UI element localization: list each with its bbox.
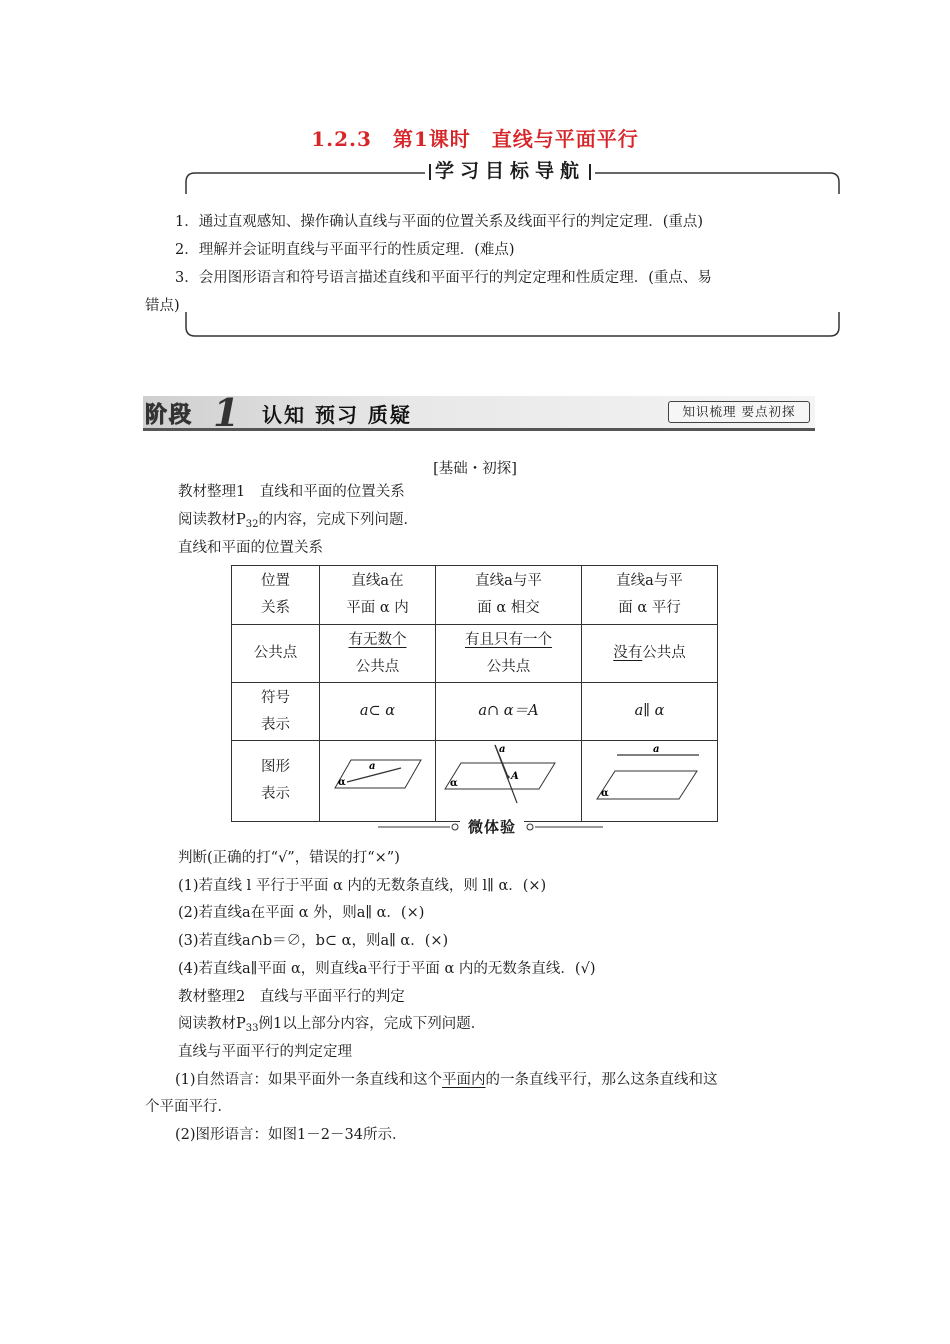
reading-text: 例1以上部分内容，完成下列问题． xyxy=(258,1016,486,1032)
reading-instruction-1 xyxy=(178,510,418,535)
figure-cell xyxy=(320,741,436,822)
symbol-cell: a⊂ α xyxy=(320,683,436,741)
micro-title: 微体验 xyxy=(460,816,524,837)
judgement-item: (4)若直线a∥平面 α，则直线a平行于平面 α 内的无数条直线．(√) xyxy=(178,961,596,977)
label-alpha: α xyxy=(337,777,346,788)
natural-language-cont: 个平面平行． xyxy=(145,1099,232,1115)
header-text: 位置 关系 xyxy=(261,573,290,616)
reading-text: 阅读教材P xyxy=(178,1016,246,1032)
label-a: a xyxy=(368,761,375,772)
micro-intro: 判断(正确的打“√”，错误的打“×”) xyxy=(178,850,400,866)
goals-heading xyxy=(425,158,595,184)
material-1-heading: 教材整理1 直线和平面的位置关系 xyxy=(178,484,405,500)
reading-text: 的内容，完成下列问题． xyxy=(258,512,418,528)
natural-text: 的一条直线平行，那么这条直线和这 xyxy=(485,1072,718,1088)
stage-title: 认知 预习 质疑 xyxy=(262,403,412,427)
stage-tag: 知识梳理 要点初探 xyxy=(668,401,810,423)
goals-heading-text: 学习目标导航 xyxy=(435,160,586,182)
label-a: a xyxy=(652,744,659,755)
natural-answer: 平面内 xyxy=(442,1072,486,1088)
reading-instruction-2 xyxy=(178,1014,485,1039)
natural-text: (1)自然语言：如果平面外一条直线和这个 xyxy=(175,1072,443,1088)
row-label-text: 图形 表示 xyxy=(261,759,290,802)
position-table xyxy=(231,565,718,822)
header-text: 直线a与平 面 α 平行 xyxy=(616,573,683,616)
goal-item: 3．会用图形语言和符号语言描述直线和平面平行的判定定理和性质定理．(重点、易 xyxy=(175,270,712,286)
label-a: a xyxy=(498,744,505,755)
judgement-item: (3)若直线a∩b＝∅，b⊂ α，则a∥ α．(×) xyxy=(178,933,449,949)
table-caption: 直线和平面的位置关系 xyxy=(178,540,323,556)
theorem-heading: 直线与平面平行的判定定理 xyxy=(178,1044,352,1060)
answer-underlined: 有无数个 xyxy=(348,631,407,648)
graphic-language: (2)图形语言：如图1－2－34所示． xyxy=(175,1127,407,1143)
material-2-heading: 教材整理2 直线与平面平行的判定 xyxy=(178,989,405,1005)
label-A: A xyxy=(510,771,519,782)
figure-line-intersect-plane xyxy=(439,741,579,811)
answer-underlined: 没有 xyxy=(613,645,643,661)
row-label xyxy=(232,683,320,741)
common-point-cell xyxy=(582,625,718,683)
page-subscript: 32 xyxy=(245,519,259,530)
goal-item: 错点) xyxy=(145,298,180,314)
row-label-text: 符号 表示 xyxy=(261,689,290,733)
stage-number: 1 xyxy=(213,390,240,435)
goal-item: 1．通过直观感知、操作确认直线与平面的位置关系及线面平行的判定定理．(重点) xyxy=(175,214,704,230)
label-alpha: α xyxy=(600,788,609,799)
answer-underlined: 有且只有一个 xyxy=(465,631,552,648)
page-subscript: 33 xyxy=(245,1023,259,1034)
header-cell xyxy=(582,566,718,625)
page-title: 1.2.3 第1课时 直线与平面平行 xyxy=(311,127,639,151)
header-cell xyxy=(320,566,436,625)
stage-label: 阶段 xyxy=(145,403,194,428)
natural-language xyxy=(175,1070,718,1090)
answer-rest: 公共点 xyxy=(642,645,686,661)
header-cell xyxy=(436,566,582,625)
figure-line-parallel-plane xyxy=(585,743,715,809)
answer-rest: 公共点 xyxy=(486,658,531,675)
figure-cell xyxy=(582,741,718,822)
figure-line-in-plane xyxy=(323,746,433,806)
common-point-cell xyxy=(436,625,582,683)
section-tag: [基础・初探] xyxy=(433,461,517,477)
common-point-cell xyxy=(320,625,436,683)
judgement-item: (1)若直线 l 平行于平面 α 内的无数条直线，则 l∥ α．(×) xyxy=(178,878,547,894)
header-cell xyxy=(232,566,320,625)
row-label xyxy=(232,741,320,822)
symbol-cell: a∥ α xyxy=(582,683,718,741)
reading-text: 阅读教材P xyxy=(178,512,246,528)
header-text: 直线a与平 面 α 相交 xyxy=(475,573,542,616)
goal-item: 2．理解并会证明直线与平面平行的性质定理．(难点) xyxy=(175,242,515,258)
header-text: 直线a在 平面 α 内 xyxy=(346,573,409,616)
symbol-cell: a∩ α＝A xyxy=(436,683,582,741)
figure-cell xyxy=(436,741,582,822)
answer-rest: 公共点 xyxy=(355,658,400,675)
judgement-item: (2)若直线a在平面 α 外，则a∥ α．(×) xyxy=(178,905,425,921)
label-alpha: α xyxy=(449,778,458,789)
row-label: 公共点 xyxy=(232,625,320,683)
